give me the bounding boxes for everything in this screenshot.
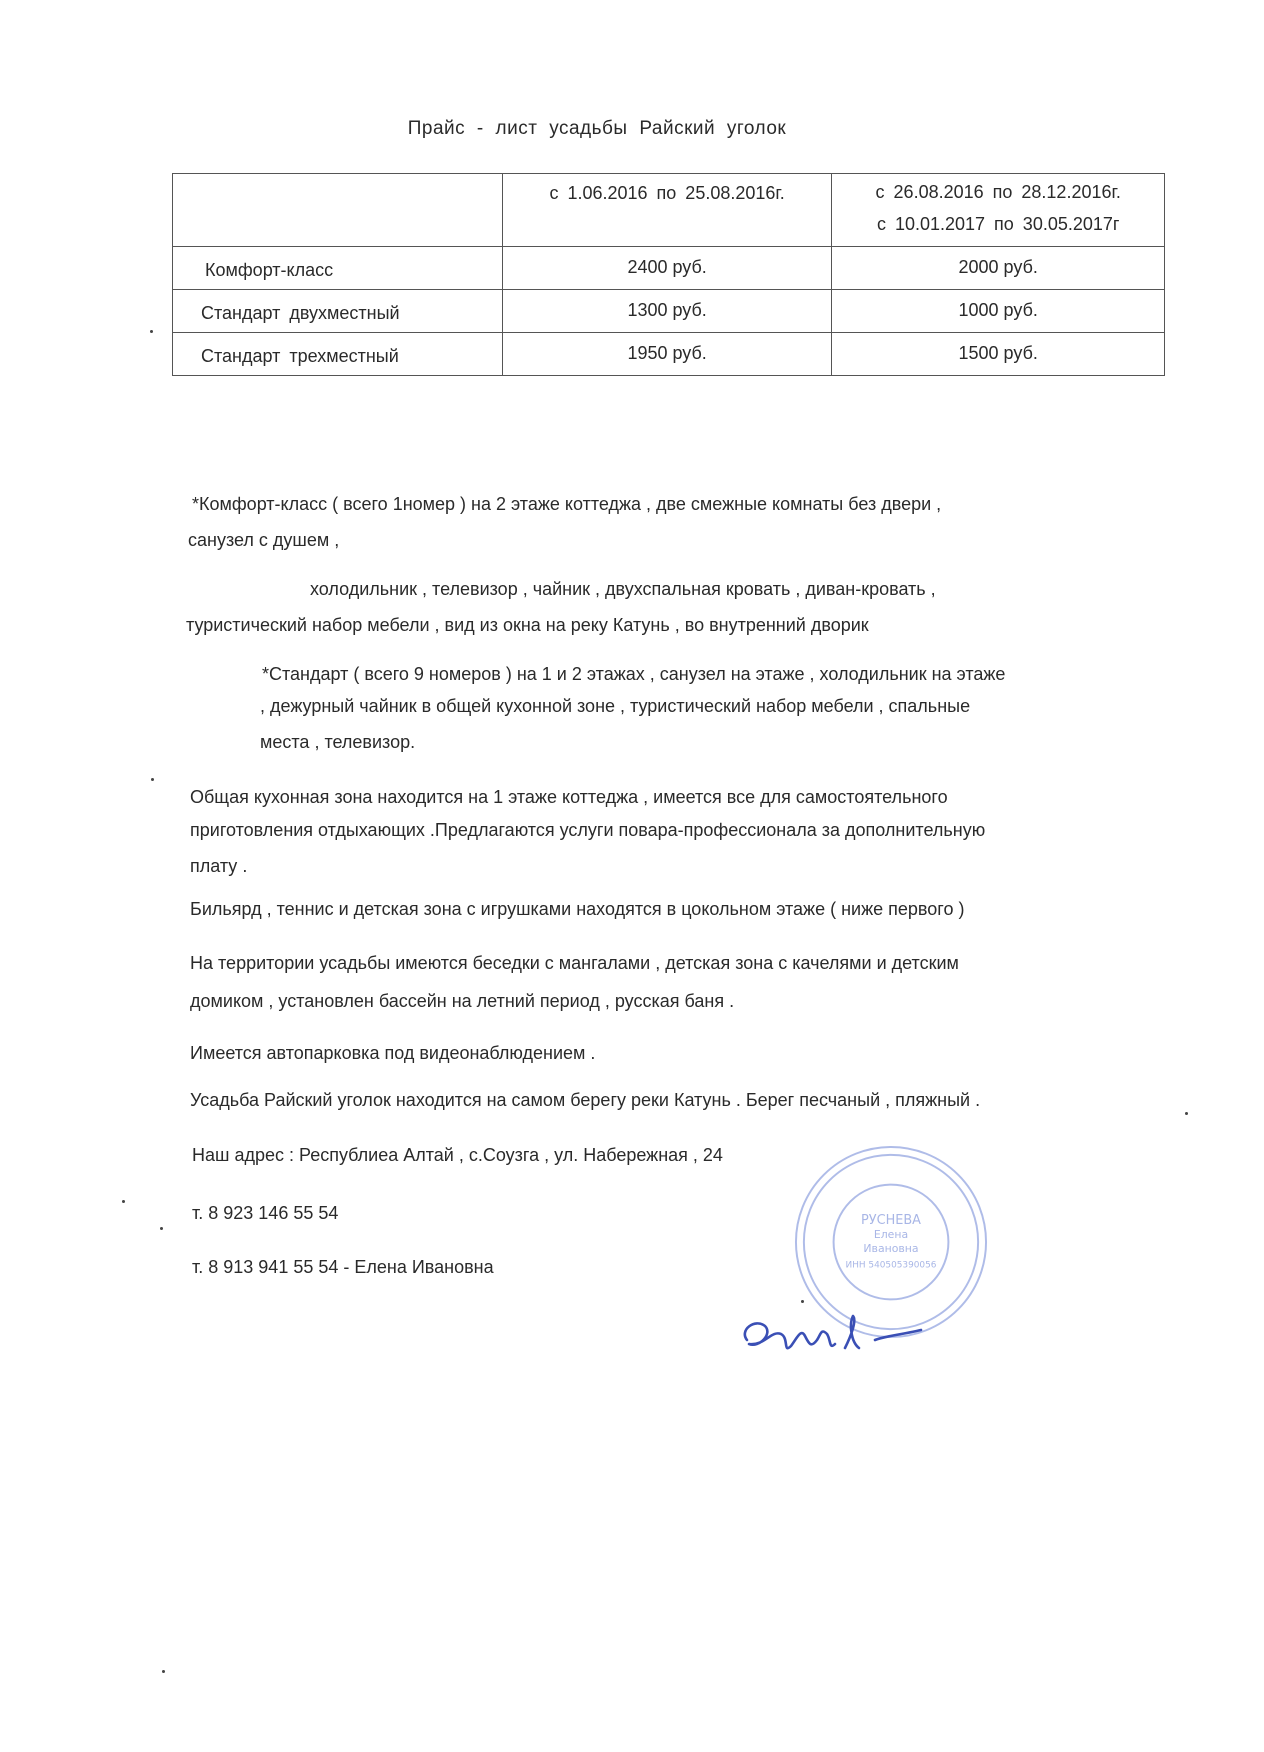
address-text: Наш адрес : Республиеа Алтай , с.Соузга , ул. Набережная , 24 <box>192 1145 723 1165</box>
table-row <box>173 333 1165 376</box>
standard-description-line: *Стандарт ( всего 9 номеров ) на 1 и 2 этажах , санузел на этаже , холодильник на этаже <box>262 664 1006 684</box>
price-offseason: 2000 руб. <box>958 257 1038 277</box>
period-offseason-labels <box>832 174 1164 240</box>
standard-description-line: места , телевизор. <box>260 732 416 752</box>
scan-speck <box>151 778 154 781</box>
territory-description-line: домиком , установлен бассейн на летний период , русская баня . <box>190 991 735 1011</box>
kitchen-description-line: Общая кухонная зона находится на 1 этаже коттеджа , имеется все для самостоятельного <box>190 787 948 807</box>
comfort-description-line: *Комфорт-класс ( всего 1номер ) на 2 этаже коттеджа , две смежные комнаты без двери , <box>192 494 942 514</box>
price-cell <box>502 290 832 333</box>
stamp-inn: ИНН 540505390056 <box>845 1260 937 1271</box>
comfort-description-line: туристический набор мебели , вид из окна на реку Катунь , во внутренний дворик <box>186 615 869 635</box>
period-summer-label: с 1.06.2016 по 25.08.2016г. <box>549 183 785 203</box>
stamp-first-name: Елена <box>873 1228 909 1242</box>
phone-2: т. 8 913 941 55 54 - Елена Ивановна <box>192 1257 494 1277</box>
comfort-description-line: санузел с душем , <box>188 530 340 550</box>
scan-speck <box>150 330 153 333</box>
document-title: Прайс - лист усадьбы Райский уголок <box>407 118 787 139</box>
location-text: Усадьба Райский уголок находится на самом берегу реки Катунь . Берег песчаный , пляжный . <box>190 1090 981 1110</box>
table-header-row <box>173 174 1165 247</box>
stamp-patronymic: Ивановна <box>863 1241 919 1255</box>
scan-speck <box>801 1300 804 1303</box>
header-period-summer <box>502 174 832 247</box>
price-summer: 1950 руб. <box>627 343 707 363</box>
scan-speck <box>1185 1112 1188 1115</box>
kitchen-description-line: плату . <box>190 856 248 876</box>
price-cell <box>502 247 832 290</box>
scan-speck <box>160 1227 163 1230</box>
parking-text: Имеется автопарковка под видеонаблюдением . <box>190 1043 596 1063</box>
table-row <box>173 247 1165 290</box>
row-label-cell <box>173 247 503 290</box>
kitchen-description-line: приготовления отдыхающих .Предлагаются услуги повара-профессионала за дополнительную <box>190 820 986 840</box>
row-label: Стандарт двухместный <box>201 303 400 323</box>
price-table <box>172 173 1165 376</box>
standard-description-line: , дежурный чайник в общей кухонной зоне , туристический набор мебели , спальные <box>260 696 971 716</box>
price-cell <box>502 333 832 376</box>
price-cell <box>832 247 1165 290</box>
row-label-cell <box>173 290 503 333</box>
stamp-name: РУСНЕВА <box>861 1213 921 1229</box>
table-row <box>173 290 1165 333</box>
header-period-offseason <box>832 174 1165 247</box>
price-offseason: 1000 руб. <box>958 300 1038 320</box>
price-summer: 1300 руб. <box>627 300 707 320</box>
phone-1: т. 8 923 146 55 54 <box>192 1203 339 1223</box>
territory-description-line: На территории усадьбы имеются беседки с мангалами , детская зона с качелями и детским <box>190 953 959 973</box>
header-empty-cell <box>173 174 503 247</box>
scan-speck <box>122 1200 125 1203</box>
row-label: Комфорт-класс <box>205 260 334 280</box>
row-label: Стандарт трехместный <box>201 346 399 366</box>
billiards-text: Бильярд , теннис и детская зона с игрушками находятся в цокольном этаже ( ниже первого ) <box>190 899 965 919</box>
period-offseason-label-2: с 10.01.2017 по 30.05.2017г <box>876 214 1120 234</box>
scan-speck <box>162 1670 165 1673</box>
price-offseason: 1500 руб. <box>958 343 1038 363</box>
row-label-cell <box>173 333 503 376</box>
handwritten-signature-icon <box>725 1300 955 1380</box>
period-offseason-label-1: с 26.08.2016 по 28.12.2016г. <box>875 182 1121 202</box>
comfort-description-line: холодильник , телевизор , чайник , двухспальная кровать , диван-кровать , <box>310 579 936 599</box>
price-cell <box>832 290 1165 333</box>
price-summer: 2400 руб. <box>627 257 707 277</box>
price-cell <box>832 333 1165 376</box>
